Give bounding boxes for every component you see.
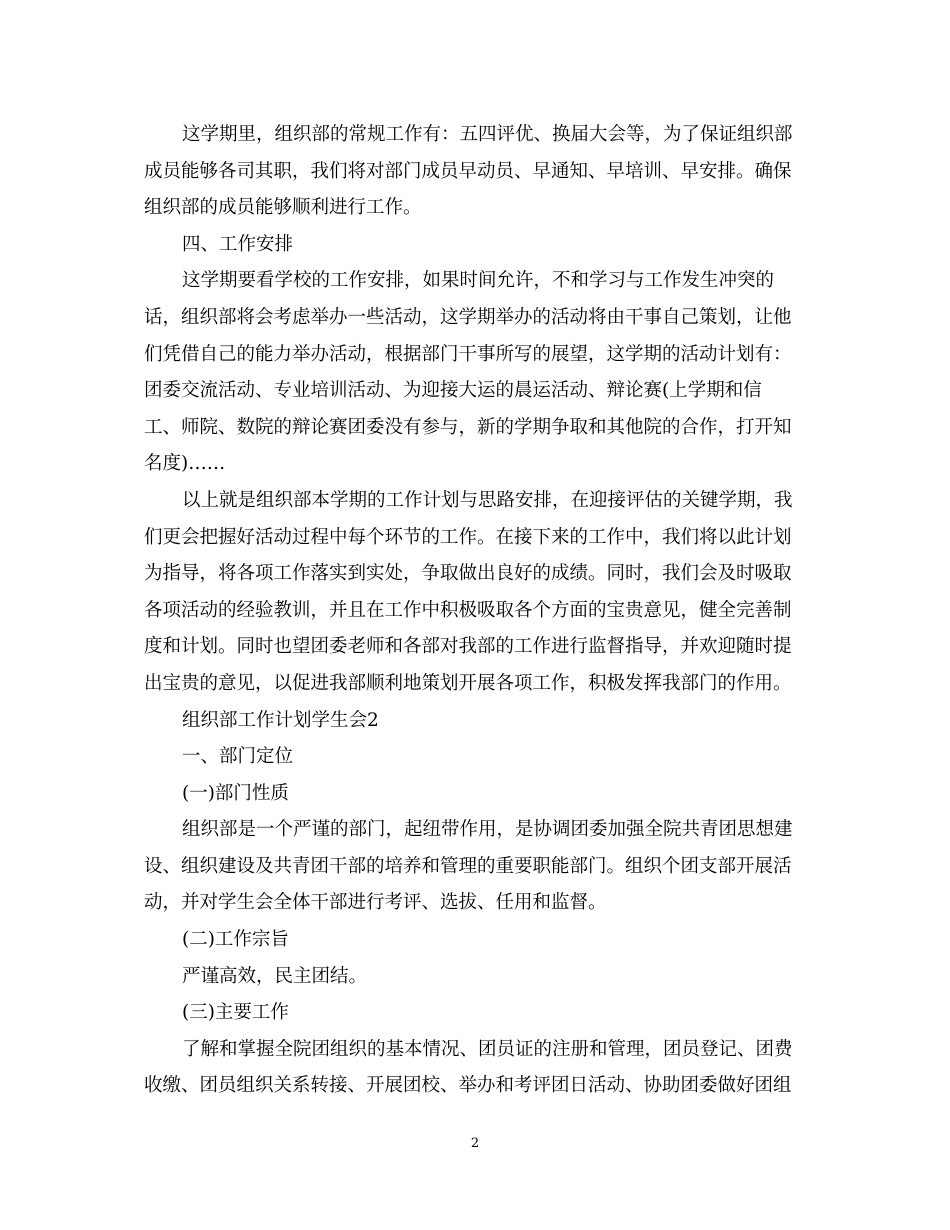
text-line: (二)工作宗旨	[182, 929, 289, 951]
text-line: 收缴、团员组织关系转接、开展团校、举办和考评团日活动、协助团委做好团组	[144, 1075, 792, 1097]
text-line: 这学期里，组织部的常规工作有：五四评优、换届大会等，为了保证组织部	[182, 124, 793, 145]
paragraph	[144, 812, 804, 922]
paragraph	[144, 776, 804, 813]
text-line: 组织部工作计划学生会2	[182, 709, 379, 731]
paragraph	[144, 1032, 804, 1105]
text-line: 工、师院、数院的辩论赛团委没有参与，新的学期争取和其他院的合作，打开知	[144, 416, 792, 438]
text-line: 组织部是一个严谨的部门，起纽带作用，是协调团委加强全院共青团思想建	[182, 819, 793, 841]
text-line: 动，并对学生会全体干部进行考评、选拔、任用和监督。	[144, 892, 607, 914]
paragraph	[144, 922, 804, 959]
text-line: 这学期要看学校的工作安排，如果时间允许，不和学习与工作发生冲突的	[182, 270, 775, 292]
text-line: 为指导，将各项工作落实到实处，争取做出良好的成绩。同时，我们会及时吸取	[144, 563, 792, 585]
text-line: 设、组织建设及共青团干部的培养和管理的重要职能部门。组织个团支部开展活	[144, 855, 792, 877]
text-line: 四、工作安排	[182, 233, 294, 255]
text-line: 以上就是组织部本学期的工作计划与思路安排，在迎接评估的关键学期，我	[182, 489, 793, 511]
text-line: 各项活动的经验教训，并且在工作中积极吸取各个方面的宝贵意见，健全完善制	[144, 599, 792, 621]
text-line: 话，组织部将会考虑举办一些活动，这学期举办的活动将由干事自己策划，让他	[144, 306, 792, 328]
text-line: 组织部的成员能够顺利进行工作。	[144, 197, 422, 219]
text-line: (一)部门性质	[182, 782, 289, 804]
paragraph	[144, 227, 804, 264]
text-line: 度和计划。同时也望团委老师和各部对我部的工作进行监督指导，并欢迎随时提	[144, 636, 792, 658]
text-line: 名度)……	[144, 453, 226, 475]
text-line: 严谨高效，民主团结。	[182, 965, 368, 987]
paragraph	[144, 995, 804, 1032]
text-line: 成员能够各司其职，我们将对部门成员早动员、早通知、早培训、早安排。确保	[144, 160, 792, 182]
text-line: 了解和掌握全院团组织的基本情况、团员证的注册和管理，团员登记、团费	[182, 1038, 793, 1060]
paragraph	[144, 263, 804, 483]
paragraph	[144, 959, 804, 996]
text-line: 们凭借自己的能力举办活动，根据部门干事所写的展望，这学期的活动计划有：	[144, 343, 792, 365]
text-line: (三)主要工作	[182, 1002, 289, 1024]
text-line: 们更会把握好活动过程中每个环节的工作。在接下来的工作中，我们将以此计划	[144, 526, 792, 548]
paragraph	[144, 703, 804, 740]
text-line: 团委交流活动、专业培训活动、为迎接大运的晨运活动、辩论赛(上学期和信	[144, 380, 762, 402]
text-line: 一、部门定位	[182, 746, 294, 768]
paragraph	[144, 739, 804, 776]
paragraph	[144, 483, 804, 703]
text-line: 出宝贵的意见，以促进我部顺利地策划开展各项工作，积极发挥我部门的作用。	[144, 672, 792, 694]
page-number: 2	[470, 1136, 480, 1151]
document-body	[144, 117, 804, 1105]
paragraph	[144, 117, 804, 227]
